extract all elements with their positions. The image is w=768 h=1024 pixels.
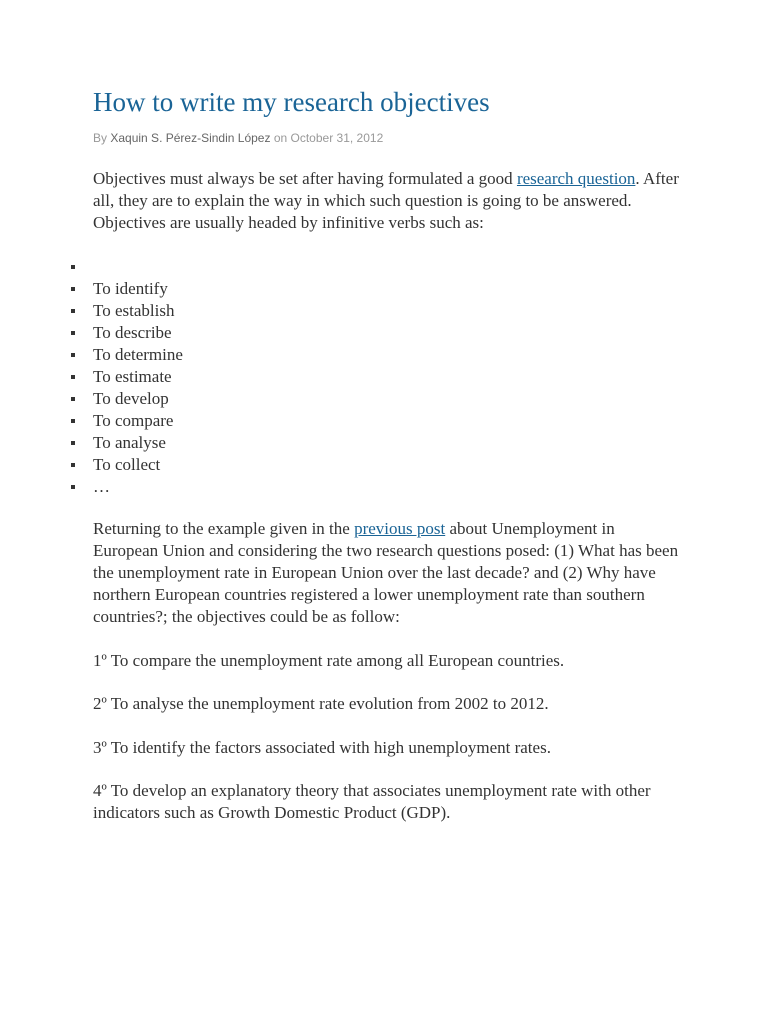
intro-text-before: Objectives must always be set after having formulated a good [93,169,517,188]
list-item-text: To analyse [93,433,166,452]
objective-4: 4º To develop an explanatory theory that associates unemployment rate with other indicators such as Growth Domestic Product (GDP). [93,781,651,822]
bullet-icon [71,463,75,467]
list-item [0,476,400,498]
list-item [0,278,400,300]
list-item [0,366,400,388]
example-text-after: about Unemployment in European Union and considering the two research questions posed: (1) What has been the unemployment rate in European Union over the last decade? and (2) Why have northern European countries registered a lower unemployment rate than southern countries?; the objectives could be as follow: [93,519,679,626]
list-item-text: To establish [93,301,175,320]
list-item [0,388,400,410]
bullet-icon [71,485,75,489]
objective-3: 3º To identify the factors associated with high unemployment rates. [93,738,551,757]
list-item [0,432,400,454]
bullet-icon [71,287,75,291]
author-link[interactable]: Xaquin S. Pérez-Sindin López [110,131,271,145]
list-item [0,300,400,322]
research-question-link[interactable]: research question [516,169,636,188]
verbs-list [0,256,400,498]
list-item-text: … [93,477,110,496]
list-item-text: To identify [93,279,168,298]
list-item-text: To compare [93,411,174,430]
meta-on-label: on [273,131,288,145]
intro-paragraph [93,168,683,234]
bullet-icon [71,309,75,313]
list-item-text: To determine [93,345,183,364]
bullet-icon [71,419,75,423]
list-item [0,410,400,432]
article-meta [93,130,383,146]
list-item-text: To develop [93,389,169,408]
list-item [0,344,400,366]
intro-text-after: . After all, they are to explain the way in which such question is going to be answered. Objectives are usually headed by infinitive verbs such as: [93,169,679,232]
bullet-icon [71,441,75,445]
article-title: How to write my research objectives [93,87,490,117]
list-item [0,256,400,278]
objective-1: 1º To compare the unemployment rate among all European countries. [93,651,565,670]
list-item [0,322,400,344]
bullet-icon [71,353,75,357]
list-item [0,454,400,476]
meta-by-label: By [93,131,108,145]
list-item-text: To estimate [93,367,172,386]
previous-post-link[interactable]: previous post [354,519,446,538]
example-paragraph [93,518,683,628]
bullet-icon [71,265,75,269]
objective-2: 2º To analyse the unemployment rate evolution from 2002 to 2012. [93,694,549,713]
bullet-icon [71,331,75,335]
bullet-icon [71,397,75,401]
example-text-before: Returning to the example given in the [93,519,355,538]
bullet-icon [71,375,75,379]
list-item-text: To describe [93,323,172,342]
publish-date: October 31, 2012 [290,131,384,145]
list-item-text: To collect [93,455,161,474]
